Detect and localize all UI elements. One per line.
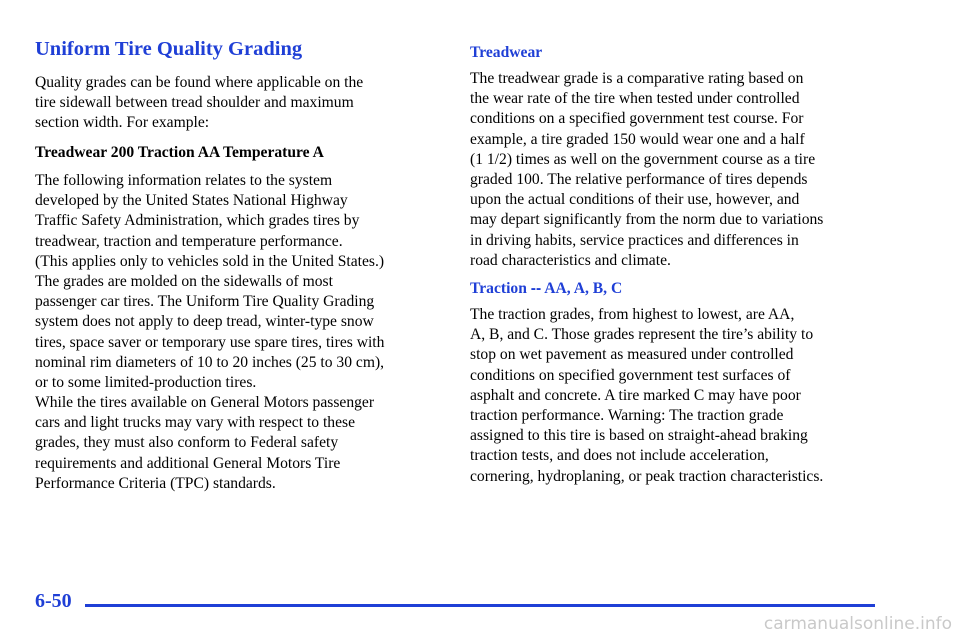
traction-heading-dash: -- — [530, 280, 542, 297]
text-line: asphalt and concrete. A tire marked C may have poor — [470, 386, 801, 404]
footer-divider — [85, 604, 875, 607]
text-line: tire sidewall between tread shoulder and maximum — [35, 94, 354, 112]
text-line: Traffic Safety Administration, which grades tires by — [35, 212, 360, 230]
treadwear-paragraph — [470, 69, 823, 271]
text-line: While the tires available on General Motors passenger — [35, 394, 375, 411]
text-line: graded 100. The relative performance of tires depends — [470, 171, 808, 189]
text-line: traction performance. Warning: The traction grade — [470, 407, 784, 425]
text-line: conditions on specified government test surfaces of — [470, 366, 791, 384]
text-line: A, B, and C. Those grades represent the tire’s ability to — [470, 326, 814, 344]
text-line: treadwear, traction and temperature performance. — [35, 232, 343, 250]
page-number: 6-50 — [35, 590, 72, 612]
traction-heading — [470, 279, 622, 299]
text-line: may depart significantly from the norm due to variations — [470, 211, 824, 229]
text-line: developed by the United States National Highway — [35, 192, 348, 210]
text-line: passenger car tires. The Uniform Tire Quality Grading — [35, 293, 375, 311]
text-line: The traction grades, from highest to lowest, are AA, — [470, 306, 795, 323]
text-line: or to some limited-production tires. — [35, 374, 257, 392]
text-line: Performance Criteria (TPC) standards. — [35, 474, 276, 492]
text-line: cornering, hydroplaning, or peak traction characteristics. — [470, 467, 824, 485]
text-line: section width. For example: — [35, 114, 210, 132]
system-paragraph — [35, 171, 384, 393]
page-title: Uniform Tire Quality Grading — [35, 38, 303, 60]
text-line: The treadwear grade is a comparative rating based on — [470, 70, 804, 87]
text-line: example, a tire graded 150 would wear one and a half — [470, 130, 805, 148]
intro-paragraph — [35, 73, 363, 134]
text-line: conditions on a specified government test course. For — [470, 110, 804, 128]
text-line: (This applies only to vehicles sold in the United States.) — [35, 252, 385, 270]
traction-heading-grades: AA, A, B, C — [544, 280, 623, 297]
text-line: the wear rate of the tire when tested under controlled — [470, 90, 800, 108]
text-line: requirements and additional General Motors Tire — [35, 454, 341, 472]
text-line: system does not apply to deep tread, winter-type snow — [35, 313, 374, 331]
grade-example — [35, 143, 324, 163]
text-line: upon the actual conditions of their use, however, and — [470, 191, 800, 209]
text-line: (1 1/2) times as well on the government course as a tire — [470, 150, 816, 168]
text-line: assigned to this tire is based on straight-ahead braking — [470, 427, 808, 445]
traction-paragraph — [470, 305, 823, 487]
traction-heading-word: Traction — [470, 280, 527, 297]
text-line: traction tests, and does not include acceleration, — [470, 447, 769, 465]
text-line: Treadwear 200 Traction AA Temperature A — [35, 144, 324, 161]
text-line: nominal rim diameters of 10 to 20 inches (25 to 30 cm), — [35, 353, 385, 371]
text-line: stop on wet pavement as measured under controlled — [470, 346, 794, 364]
text-line: road characteristics and climate. — [470, 251, 671, 269]
text-line: The grades are molded on the sidewalls of most — [35, 273, 333, 291]
text-line: Quality grades can be found where applicable on the — [35, 74, 364, 91]
watermark: carmanualsonline.info — [763, 614, 952, 634]
text-line: The following information relates to the system — [35, 172, 333, 189]
treadwear-heading: Treadwear — [470, 44, 543, 61]
gm-paragraph — [35, 393, 374, 494]
text-line: in driving habits, service practices and differences in — [470, 231, 799, 249]
text-line: tires, space saver or temporary use spare tires, tires with — [35, 333, 385, 351]
text-line: cars and light trucks may vary with respect to these — [35, 414, 356, 432]
text-line: grades, they must also conform to Federal safety — [35, 434, 339, 452]
